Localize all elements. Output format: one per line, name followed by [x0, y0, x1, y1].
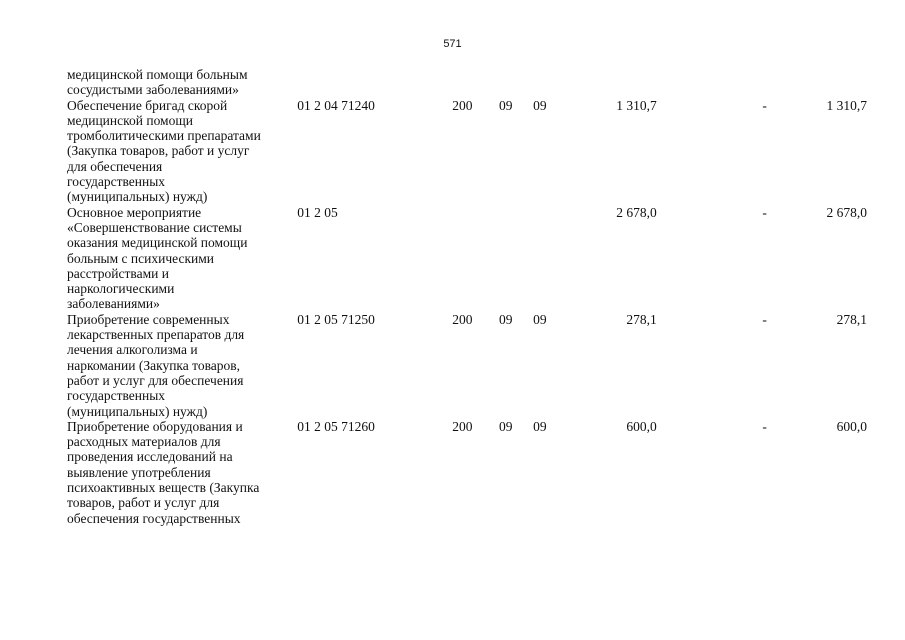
- item-name-line: выявление употребления: [67, 464, 211, 480]
- target-code-cell: 01 2 05 71260: [297, 418, 375, 434]
- change-amount-cell: -: [762, 204, 767, 220]
- item-name-line: Обеспечение бригад скорой: [67, 97, 228, 113]
- section-cell: 09: [499, 97, 513, 113]
- item-name-line: работ и услуг для обеспечения: [67, 372, 244, 388]
- item-name-line: (Закупка товаров, работ и услуг: [67, 143, 250, 159]
- section-cell: 09: [499, 418, 513, 434]
- item-name-cell: [67, 98, 289, 205]
- section-cell: [472, 67, 512, 98]
- table-row: [67, 312, 867, 419]
- target-code-cell: 01 2 04 71240: [297, 97, 375, 113]
- change-amount-cell: -: [762, 418, 767, 434]
- amount-cell: 600,0: [626, 418, 657, 434]
- item-name-line: заболеваниями»: [67, 296, 160, 312]
- item-name-line: лечения алкоголизма и: [67, 342, 198, 358]
- subsection-cell: [513, 205, 547, 312]
- item-name-line: расстройствами и: [67, 265, 169, 281]
- amount-cell: 1 310,7: [616, 97, 657, 113]
- item-name-line: сосудистыми заболеваниями»: [67, 82, 239, 98]
- expense-type-cell: [406, 205, 472, 312]
- item-name-line: товаров, работ и услуг для: [67, 495, 220, 511]
- expense-type-cell: 200: [452, 97, 473, 113]
- item-name-line: для обеспечения: [67, 158, 163, 174]
- table-row: [67, 419, 867, 526]
- item-name-line: психоактивных веществ (Закупка: [67, 480, 260, 496]
- total-amount-cell: 278,1: [836, 311, 867, 327]
- item-name-line: лекарственных препаратов для: [67, 327, 245, 343]
- amount-cell: [547, 67, 657, 98]
- item-name-cell: [67, 205, 289, 312]
- total-amount-cell: 600,0: [836, 418, 867, 434]
- item-name-line: оказания медицинской помощи: [67, 235, 248, 251]
- target-code-cell: [289, 67, 406, 98]
- item-name-line: наркомании (Закупка товаров,: [67, 357, 241, 373]
- subsection-cell: [513, 67, 547, 98]
- item-name-cell: [67, 312, 289, 419]
- budget-table: [67, 67, 867, 526]
- table-row: [67, 98, 867, 205]
- change-amount-cell: -: [762, 311, 767, 327]
- amount-cell: 278,1: [626, 311, 657, 327]
- item-name-line: государственных: [67, 388, 166, 404]
- item-name-line: расходных материалов для: [67, 434, 221, 450]
- section-cell: 09: [499, 311, 513, 327]
- item-name-line: обеспечения государственных: [67, 510, 241, 526]
- expense-type-cell: [406, 67, 472, 98]
- target-code-cell: 01 2 05: [297, 204, 338, 220]
- section-cell: [472, 205, 512, 312]
- item-name-line: Приобретение современных: [67, 311, 230, 327]
- item-name-line: государственных: [67, 174, 166, 190]
- item-name-line: Приобретение оборудования и: [67, 418, 243, 434]
- item-name-line: Основное мероприятие: [67, 204, 202, 220]
- amount-cell: 2 678,0: [616, 204, 657, 220]
- expense-type-cell: 200: [452, 418, 473, 434]
- subsection-cell: 09: [533, 418, 547, 434]
- item-name-cell: [67, 419, 289, 526]
- target-code-cell: 01 2 05 71250: [297, 311, 375, 327]
- item-name-line: тромболитическими препаратами: [67, 128, 261, 144]
- item-name-line: медицинской помощи: [67, 112, 193, 128]
- total-amount-cell: [767, 67, 867, 98]
- item-name-line: наркологическими: [67, 281, 175, 297]
- item-name-line: «Совершенствование системы: [67, 219, 242, 235]
- expense-type-cell: 200: [452, 311, 473, 327]
- item-name-cell: [67, 67, 289, 98]
- item-name-line: проведения исследований на: [67, 449, 233, 465]
- change-amount-cell: [657, 67, 767, 98]
- page-number: 571: [443, 38, 462, 50]
- total-amount-cell: 1 310,7: [826, 97, 867, 113]
- table-row: [67, 205, 867, 312]
- item-name-line: (муниципальных) нужд): [67, 189, 208, 205]
- item-name-line: больным с психическими: [67, 250, 214, 266]
- subsection-cell: 09: [533, 97, 547, 113]
- subsection-cell: 09: [533, 311, 547, 327]
- table-row: [67, 67, 867, 98]
- total-amount-cell: 2 678,0: [826, 204, 867, 220]
- item-name-line: медицинской помощи больным: [67, 67, 248, 82]
- change-amount-cell: -: [762, 97, 767, 113]
- item-name-line: (муниципальных) нужд): [67, 403, 208, 419]
